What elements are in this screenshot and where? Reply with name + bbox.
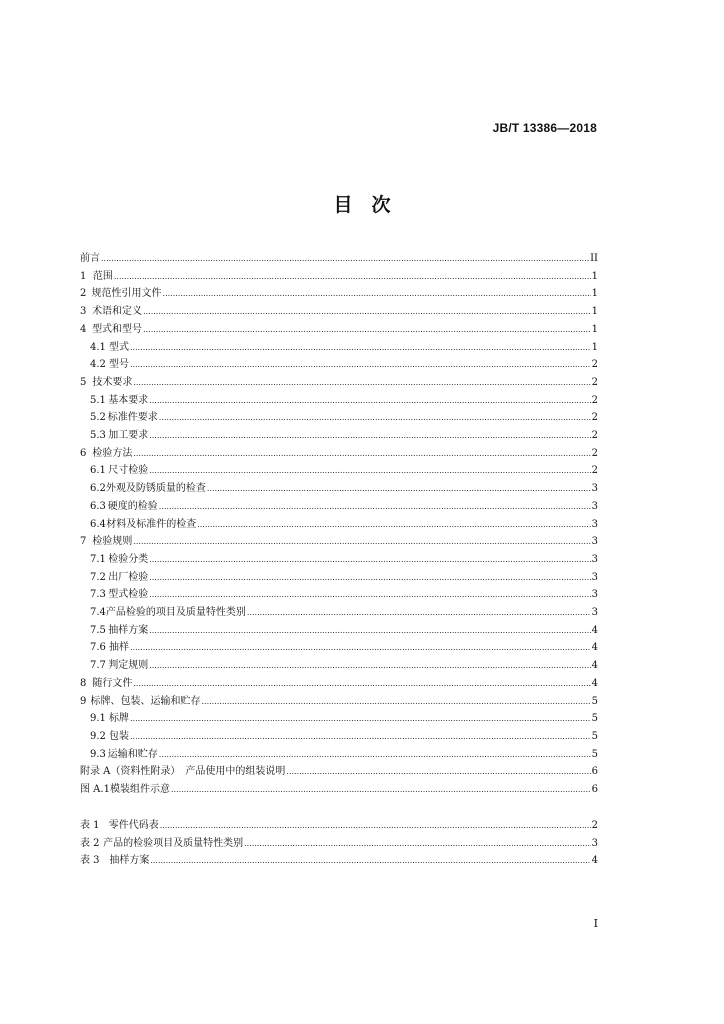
toc-entry[interactable] (90, 340, 598, 356)
toc-entry[interactable] (90, 747, 598, 763)
toc-entry-page: 2 (591, 412, 598, 424)
toc-entry-label: 型式 (108, 341, 129, 353)
toc-entry-page: 4 (591, 642, 598, 654)
toc-entry[interactable] (90, 658, 598, 674)
toc-entry-label: 型号 (108, 359, 129, 371)
toc-entry[interactable] (90, 517, 598, 533)
toc-entry-page: 3 (591, 500, 598, 512)
toc-entry-page: 4 (591, 660, 598, 672)
toc-entry-label: 产品检验的项目及质量特性类别 (105, 607, 246, 618)
toc-entry-page: 4 (591, 677, 598, 689)
dot-leader (130, 340, 591, 356)
toc-entry-label: 抽样方案 (108, 624, 149, 636)
toc-entry-label: 材料及标准件的检查 (106, 518, 197, 530)
dot-leader (149, 463, 590, 479)
toc-entry-number: 3 (80, 306, 87, 318)
toc-entry-label: 检验方法 (92, 447, 133, 459)
table-list-entry[interactable] (80, 818, 598, 834)
toc-entry-number: 4.2 (90, 359, 106, 371)
toc-entry[interactable] (80, 304, 598, 320)
toc-entry-number: 6.1 (90, 465, 106, 477)
toc-entry-page: 1 (591, 341, 598, 353)
dot-leader (149, 587, 590, 603)
toc-entry-number: 5.3 (90, 430, 106, 441)
toc-entry-number: 7.3 (90, 589, 106, 601)
toc-entry-page: 2 (591, 430, 598, 441)
toc-entry-label: 判定规则 (108, 660, 149, 672)
dot-leader (207, 481, 591, 497)
toc-entry-page: 5 (591, 748, 598, 760)
toc-entry[interactable] (90, 711, 598, 727)
toc-entry-page: 1 (591, 306, 598, 318)
toc-entry-number: 4 (80, 323, 87, 335)
toc-entry-number: 9.2 (90, 730, 106, 742)
toc-entry-number: 7.2 (90, 571, 106, 583)
toc-entry-page: 3 (591, 571, 598, 583)
table-list-entry[interactable] (80, 853, 598, 869)
dot-leader (149, 623, 590, 639)
dot-leader (149, 552, 590, 568)
toc-entry-label: 型式检验 (108, 589, 149, 601)
dot-leader (159, 410, 591, 426)
toc-entry-number: 表 3 (80, 855, 100, 867)
toc-entry-page: 1 (591, 270, 598, 282)
toc-entry-label: 产品的检验项目及质量特性类别 (103, 837, 244, 849)
toc-entry-page: 3 (591, 536, 598, 548)
toc-entry-label: 模装组件示意 (109, 784, 170, 795)
figure-list-entry[interactable] (80, 782, 598, 798)
toc-entry-page: 1 (591, 323, 598, 335)
toc-entry-label: 随行文件 (92, 677, 133, 689)
dot-leader (143, 322, 591, 338)
dot-leader (149, 570, 590, 586)
toc-entry-label: 加工要求 (108, 430, 149, 441)
toc-entry[interactable] (80, 764, 598, 780)
toc-entry[interactable] (90, 570, 598, 586)
dot-leader (171, 782, 591, 798)
dot-leader (247, 605, 591, 621)
toc-entry-number: 7.6 (90, 642, 106, 654)
toc-entry-label: 技术要求 (92, 376, 133, 388)
table-list-entry[interactable] (80, 836, 598, 852)
toc-entry-page: 2 (591, 359, 598, 371)
toc-entry-label: 外观及防锈质量的检查 (105, 483, 206, 495)
dot-leader (133, 676, 590, 692)
toc-entry-page: 5 (591, 695, 598, 707)
toc-entry-number: 7.7 (90, 660, 106, 672)
toc-entry[interactable] (80, 375, 598, 391)
dot-leader (150, 853, 590, 869)
toc-entry-page: 3 (591, 589, 598, 601)
dot-leader (286, 764, 590, 780)
toc-entry-label: 检验规则 (92, 536, 133, 548)
dot-leader (130, 357, 591, 373)
toc-entry[interactable] (90, 393, 598, 409)
toc-entry-page: 2 (591, 465, 598, 477)
dot-leader (130, 640, 591, 656)
page-title: 目 次 (333, 194, 391, 216)
toc-entry-page: 3 (591, 483, 598, 495)
toc-entry[interactable] (90, 357, 598, 373)
toc-entry-number: 5.2 (90, 412, 106, 424)
toc-entry-label: 标准件要求 (107, 412, 158, 424)
toc-entry-label: 型式和型号 (92, 323, 143, 335)
toc-entry-page: 6 (591, 766, 598, 778)
toc-entry-page: 3 (591, 607, 598, 618)
toc-entry-label: 基本要求 (108, 394, 149, 406)
toc-entry[interactable] (80, 676, 598, 692)
toc-entry[interactable] (90, 605, 598, 621)
toc-entry-page: 2 (591, 447, 598, 459)
toc-entry-label: 检验分类 (108, 553, 149, 565)
toc-entry-page: 5 (591, 713, 598, 725)
toc-entry[interactable] (90, 623, 598, 639)
dot-leader (114, 269, 591, 285)
toc-entry-page: 4 (591, 624, 598, 636)
toc-entry-number: 表 2 (80, 837, 100, 849)
toc-entry-label: 抽样 (108, 642, 129, 654)
toc-entry-label: 运输和贮存 (107, 748, 158, 760)
dot-leader (159, 499, 591, 515)
standard-code: JB/T 13386—2018 (492, 121, 597, 135)
toc-entry-label: 附录 A（资料性附录） 产品使用中的组装说明 (80, 766, 286, 778)
dot-leader (149, 428, 590, 444)
toc-entry-label: 规范性引用文件 (91, 288, 162, 300)
toc-entry-number: 8 (80, 677, 87, 689)
dot-leader (101, 251, 589, 267)
toc-entry[interactable] (90, 463, 598, 479)
toc-entry-number: 6.4 (90, 518, 106, 530)
toc-entry-label: 尺寸检验 (108, 465, 149, 477)
toc-entry-label: 包装 (108, 730, 129, 742)
dot-leader (159, 747, 591, 763)
dot-leader (143, 304, 591, 320)
dot-leader (133, 446, 590, 462)
toc-entry-number: 9 (80, 695, 87, 707)
page-number: I (593, 917, 598, 930)
toc-entry-number: 2 (80, 288, 87, 300)
toc-entry[interactable] (90, 499, 598, 515)
toc-entry-number: 6.3 (90, 500, 106, 512)
toc-entry-page: 4 (591, 855, 598, 867)
toc-entry-page: 2 (591, 376, 598, 388)
dot-leader (149, 393, 590, 409)
toc-entry-page: 3 (591, 553, 598, 565)
toc-entry-number: 7 (80, 536, 87, 548)
toc-entry-page: 6 (591, 784, 598, 795)
toc-entry[interactable] (80, 269, 598, 285)
toc-entry-page: 2 (591, 394, 598, 406)
toc-entry-label: 标牌 (108, 713, 129, 725)
toc-entry-label: 前言 (80, 253, 100, 264)
dot-leader (201, 694, 590, 710)
dot-leader (133, 375, 590, 391)
toc-entry-number: 图 A.1 (80, 784, 110, 795)
toc-entry-label: 术语和定义 (92, 306, 143, 318)
toc-entry-page: 3 (591, 837, 598, 849)
toc-entry-page: 3 (591, 518, 598, 530)
toc-entry-number: 7.1 (90, 553, 106, 565)
toc-entry-number: 4.1 (90, 341, 106, 353)
dot-leader (197, 517, 590, 533)
toc-entry-page: 5 (591, 730, 598, 742)
dot-leader (163, 286, 591, 302)
toc-entry-number: 表 1 (80, 820, 100, 831)
toc-entry-number: 6.2 (90, 483, 106, 495)
toc-entry-number: 5.1 (90, 394, 106, 406)
toc-entry-label: 硬度的检验 (107, 500, 158, 512)
toc-entry-number: 9.1 (90, 713, 106, 725)
toc-entry[interactable] (90, 729, 598, 745)
toc-entry[interactable] (90, 428, 598, 444)
dot-leader (244, 836, 591, 852)
toc-entry-page: 1 (591, 288, 598, 300)
dot-leader (160, 818, 591, 834)
toc-entry-label: 零件代码表 (108, 820, 159, 831)
toc-entry[interactable] (80, 694, 598, 710)
toc-entry[interactable] (80, 251, 598, 267)
toc-entry-number: 6 (80, 447, 87, 459)
toc-entry[interactable] (90, 481, 598, 497)
toc-entry-label: 标牌、包装、运输和贮存 (90, 695, 201, 707)
toc-entry[interactable] (90, 410, 598, 426)
toc-entry-page: II (590, 253, 598, 264)
toc-entry-label: 范围 (92, 270, 113, 282)
toc-entry[interactable] (80, 446, 598, 462)
toc-entry[interactable] (80, 534, 598, 550)
toc-entry[interactable] (80, 286, 598, 302)
dot-leader (149, 658, 590, 674)
toc-entry-label: 出厂检验 (108, 571, 149, 583)
toc-entry-number: 7.4 (90, 607, 106, 618)
toc-entry-page: 2 (591, 820, 598, 831)
toc-entry[interactable] (80, 322, 598, 338)
dot-leader (130, 711, 591, 727)
toc-entry[interactable] (90, 552, 598, 568)
toc-entry-number: 1 (80, 270, 87, 282)
dot-leader (130, 729, 591, 745)
toc-entry-label: 抽样方案 (109, 855, 150, 867)
dot-leader (133, 534, 590, 550)
toc-entry-number: 9.3 (90, 748, 106, 760)
toc-entry[interactable] (90, 640, 598, 656)
toc-entry-number: 5 (80, 376, 87, 388)
toc-entry-number: 7.5 (90, 624, 106, 636)
toc-entry[interactable] (90, 587, 598, 603)
